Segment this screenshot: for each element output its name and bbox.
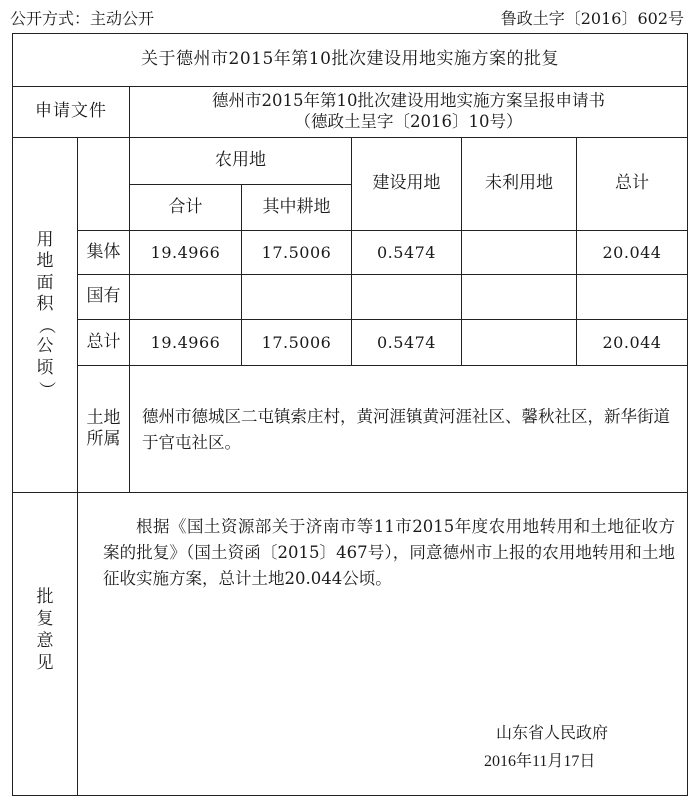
area-side-char: 面 (36, 272, 54, 293)
approval-side-char: 复 (36, 609, 54, 630)
rule-row3-bottom (78, 365, 687, 366)
rule-area-bottom (13, 492, 687, 493)
publish-mode: 公开方式：主动公开 (10, 9, 155, 28)
cell-agri-cultivated (242, 275, 351, 319)
land-owner-text: 德州市德城区二屯镇索庄村，黄河涯镇黄河涯社区、馨秋社区，新华街道于官屯社区。 (142, 407, 670, 452)
cell-total: 20.044 (602, 242, 662, 262)
cell-agri-total (130, 275, 241, 319)
land-owner-label (78, 366, 129, 492)
col-agri-total: 合计 (168, 196, 203, 217)
area-side-char: 用 (36, 230, 54, 250)
cell-agri-total: 19.4966 (150, 332, 221, 352)
area-side-char: ） (35, 380, 56, 398)
approval-side-char: 意 (36, 631, 54, 652)
land-owner-label-line1: 土地 (86, 407, 121, 428)
cell-unused (462, 320, 576, 365)
cell-agri-total: 19.4966 (150, 242, 221, 262)
area-side-char: 地 (36, 251, 54, 272)
col-agri-cultivated: 其中耕地 (262, 196, 331, 217)
document-number: 鲁政土字〔2016〕602号 (500, 9, 684, 28)
approval-side-char: 批 (36, 587, 54, 607)
approval-text: 根据《国土资源部关于济南市等11市2015年度农用地转用和土地征收方案的批复》（国土资函〔2015〕467号），同意德州市上报的农用地转用和土地征收实施方案，总计土地20.044公顷。 (103, 517, 675, 588)
application-document (130, 86, 687, 137)
row-label-state: 国有 (86, 286, 121, 307)
signatory: 山东省人民政府 (496, 725, 609, 742)
area-side-char: 积 (36, 293, 54, 314)
cell-agri-cultivated: 17.5006 (261, 242, 332, 262)
cell-total: 20.044 (602, 332, 662, 352)
approval-side-char: 见 (36, 653, 54, 674)
cell-construction (352, 275, 461, 319)
document-title: 关于德州市2015年第10批次建设用地实施方案的批复 (141, 49, 559, 70)
col-total: 总计 (615, 172, 649, 193)
cell-agri-cultivated: 17.5006 (261, 332, 332, 352)
cell-unused (462, 275, 576, 319)
cell-construction: 0.5474 (377, 332, 436, 352)
approval-side-label (13, 586, 77, 674)
col-construction: 建设用地 (372, 172, 441, 193)
cell-construction: 0.5474 (377, 242, 436, 262)
rule-approval-side (77, 492, 78, 795)
row-label-collective: 集体 (86, 241, 121, 262)
col-unused: 未利用地 (485, 172, 553, 193)
cell-total (577, 275, 687, 319)
land-owner-label-line2: 所属 (86, 429, 121, 449)
area-side-label (13, 230, 77, 400)
area-side-char: 公 (36, 336, 54, 357)
cell-unused (462, 231, 576, 274)
area-side-char: （ (35, 317, 56, 335)
approval-date: 2016年11月17日 (484, 753, 596, 770)
area-side-char: 顷 (36, 357, 54, 378)
row-label-sum: 总计 (86, 331, 121, 352)
application-document-line2: （德政土呈字〔2016〕10号） (294, 111, 523, 131)
col-agri: 农用地 (215, 149, 266, 170)
application-document-line1: 德州市2015年第10批次建设用地实施方案呈报申请书 (212, 90, 605, 110)
application-label: 申请文件 (35, 100, 107, 121)
